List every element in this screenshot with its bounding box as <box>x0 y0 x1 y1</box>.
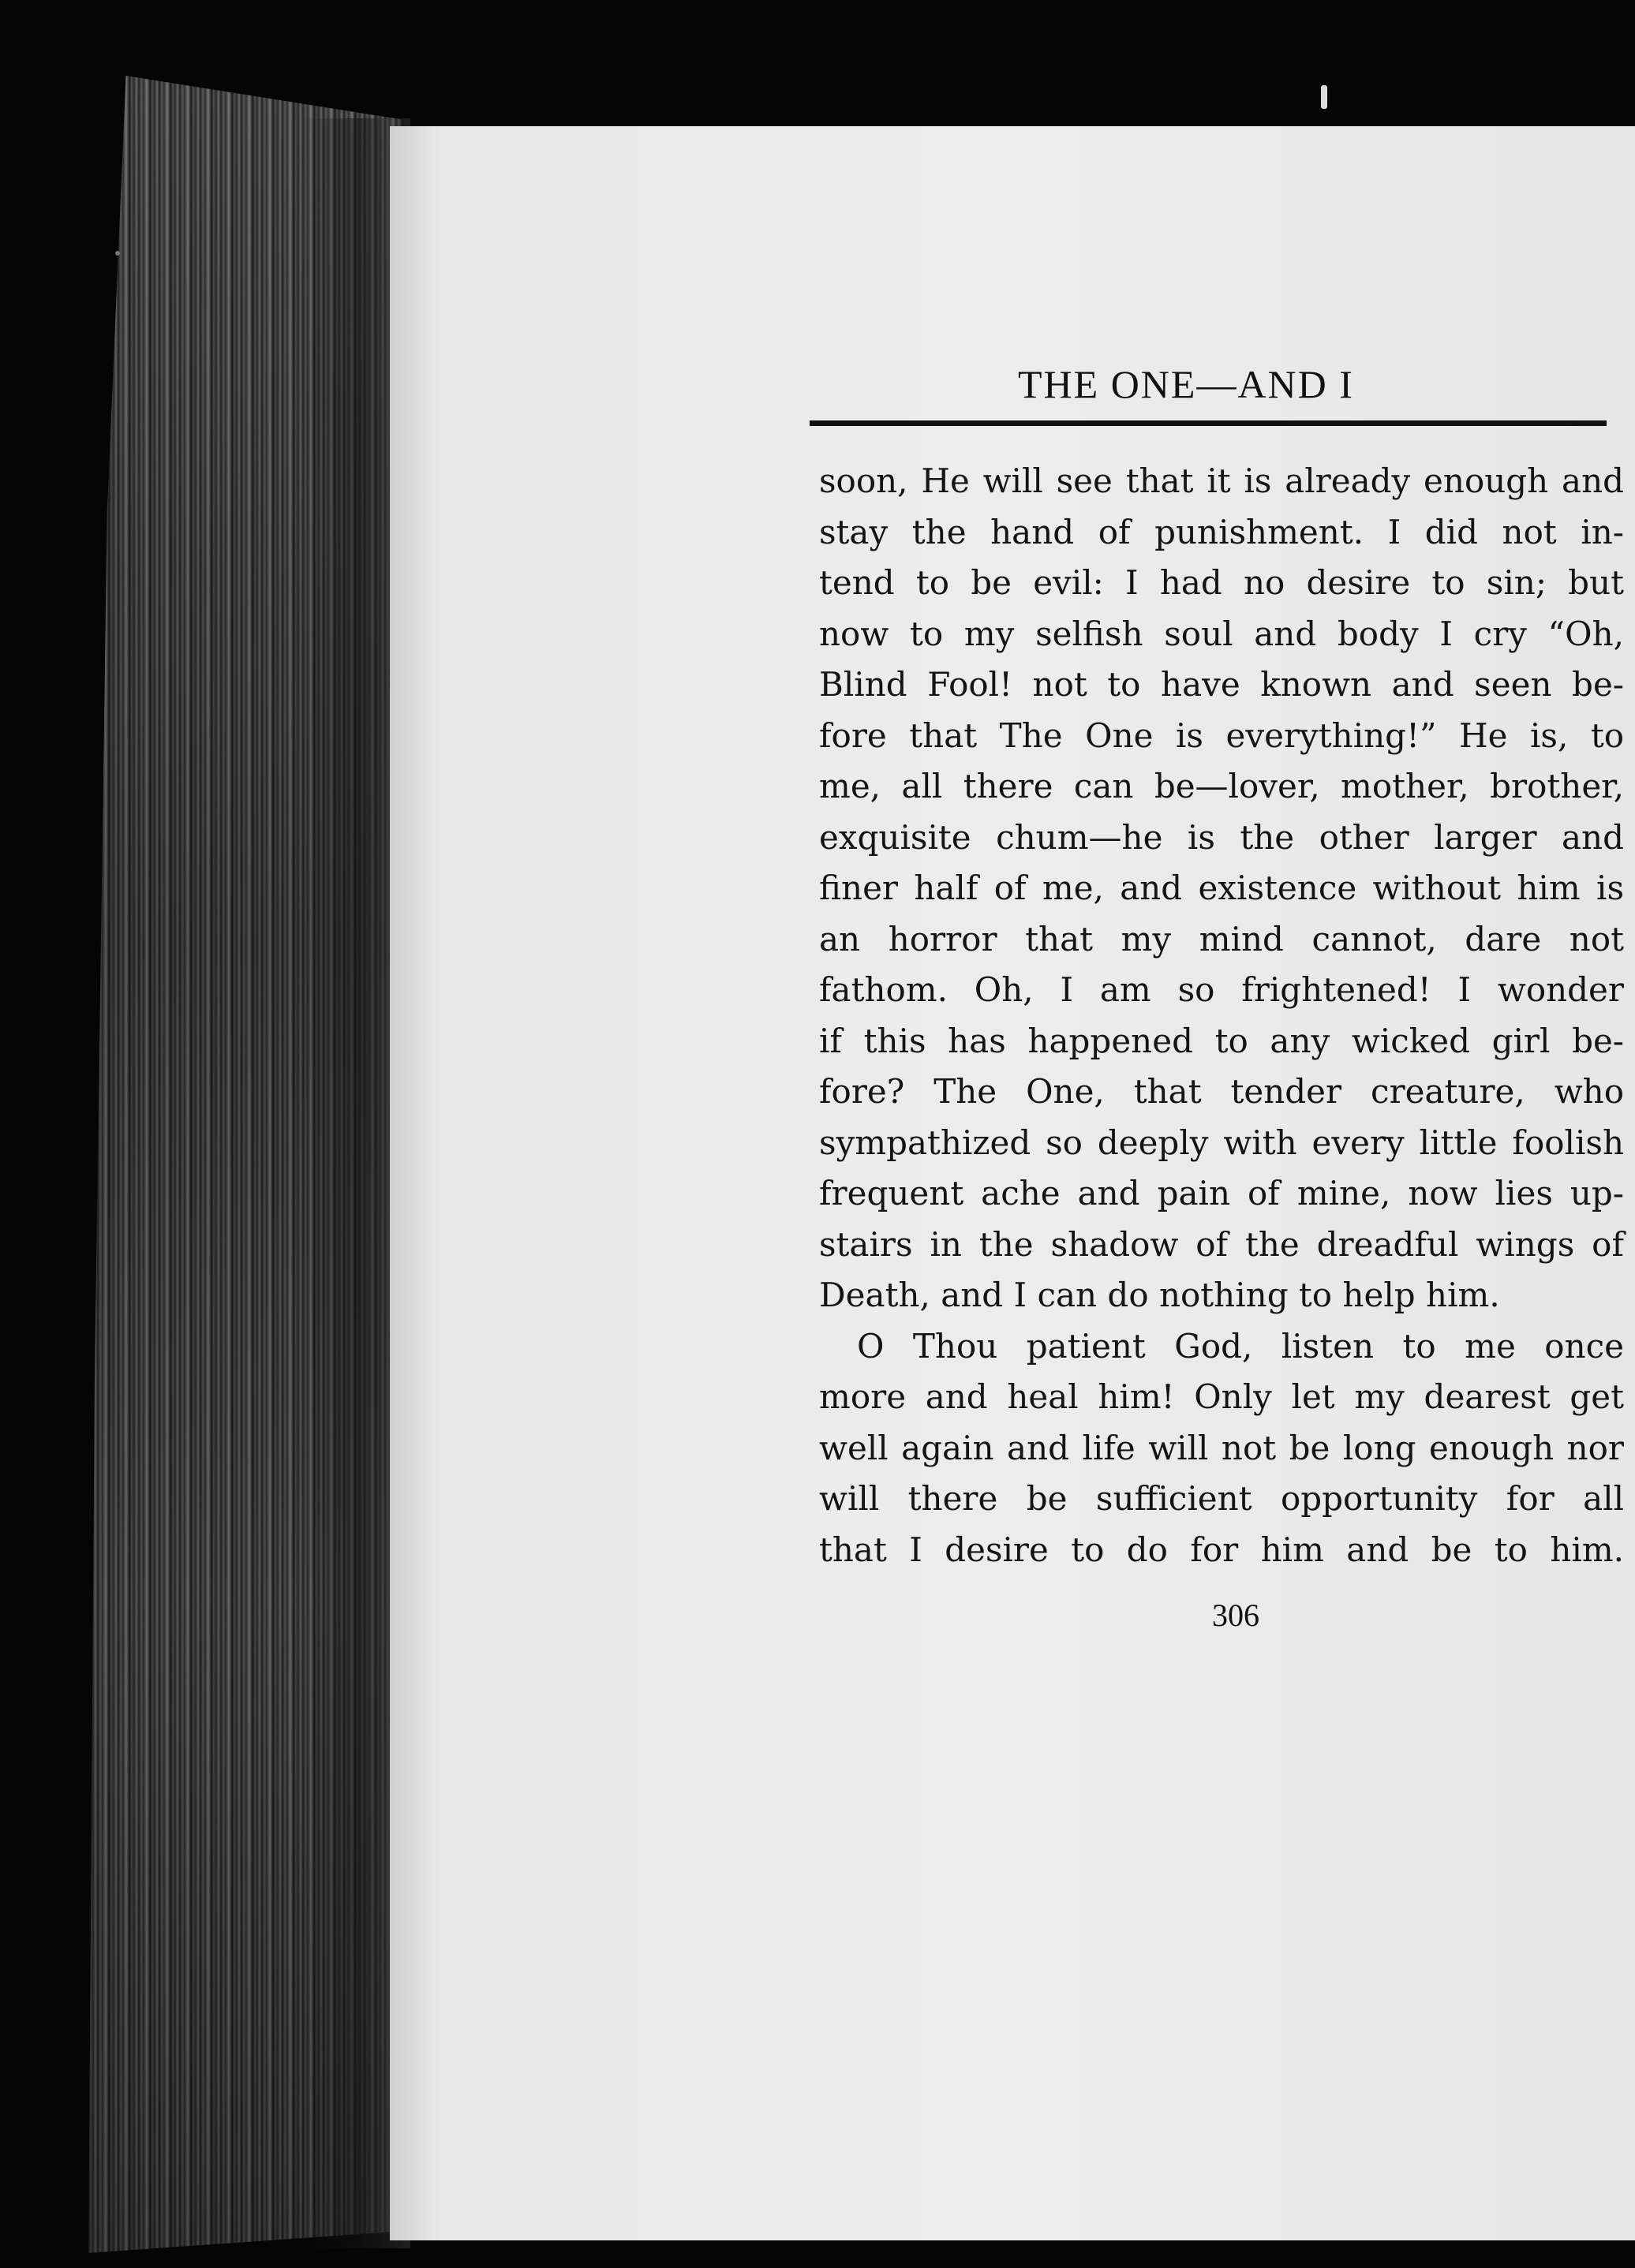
text-line: fore? The One, that tender creature, who <box>819 1072 1624 1111</box>
running-head: THE ONE—AND I <box>1018 362 1354 406</box>
text-line: if this has happened to any wicked girl be- <box>819 1021 1624 1060</box>
text-line: sympathized so deeply with every little foolish <box>819 1123 1624 1162</box>
page-top-mark <box>1321 85 1327 109</box>
text-line: more and heal him! Only let my dearest get <box>819 1377 1624 1416</box>
page-number: 306 <box>1212 1597 1259 1633</box>
text-line: me, all there can be—lover, mother, brother, <box>819 767 1624 805</box>
text-line: stairs in the shadow of the dreadful wings of <box>819 1224 1624 1264</box>
text-line: exquisite chum—he is the other larger and <box>819 817 1624 857</box>
text-line: well again and life will not be long enough nor <box>819 1428 1624 1467</box>
text-line: soon, He will see that it is already enough and <box>819 461 1624 500</box>
paragraph-last-line: Death, and I can do nothing to help him. <box>819 1276 1500 1314</box>
text-line: an horror that my mind cannot, dare not <box>819 919 1624 958</box>
text-line: finer half of me, and existence without him is <box>819 869 1624 907</box>
text-line: tend to be evil: I had no desire to sin; but <box>819 563 1624 602</box>
text-line: stay the hand of punishment. I did not in- <box>819 512 1624 551</box>
text-line: fore that The One is everything!” He is, to <box>819 716 1624 755</box>
dust-speck <box>115 251 120 256</box>
text-line: frequent ache and pain of mine, now lies up- <box>819 1174 1624 1212</box>
text-line: that I desire to do for him and be to him. <box>819 1530 1624 1569</box>
header-rule <box>810 420 1607 426</box>
paragraph-first-line: O Thou patient God, listen to me once <box>857 1326 1624 1366</box>
text-line: Blind Fool! not to have known and seen be- <box>819 665 1624 704</box>
text-line: fathom. Oh, I am so frightened! I wonder <box>819 970 1624 1009</box>
body-text <box>819 456 1624 1575</box>
text-line: now to my selfish soul and body I cry “Oh, <box>819 614 1624 653</box>
text-line: will there be sufficient opportunity for all <box>819 1479 1624 1518</box>
